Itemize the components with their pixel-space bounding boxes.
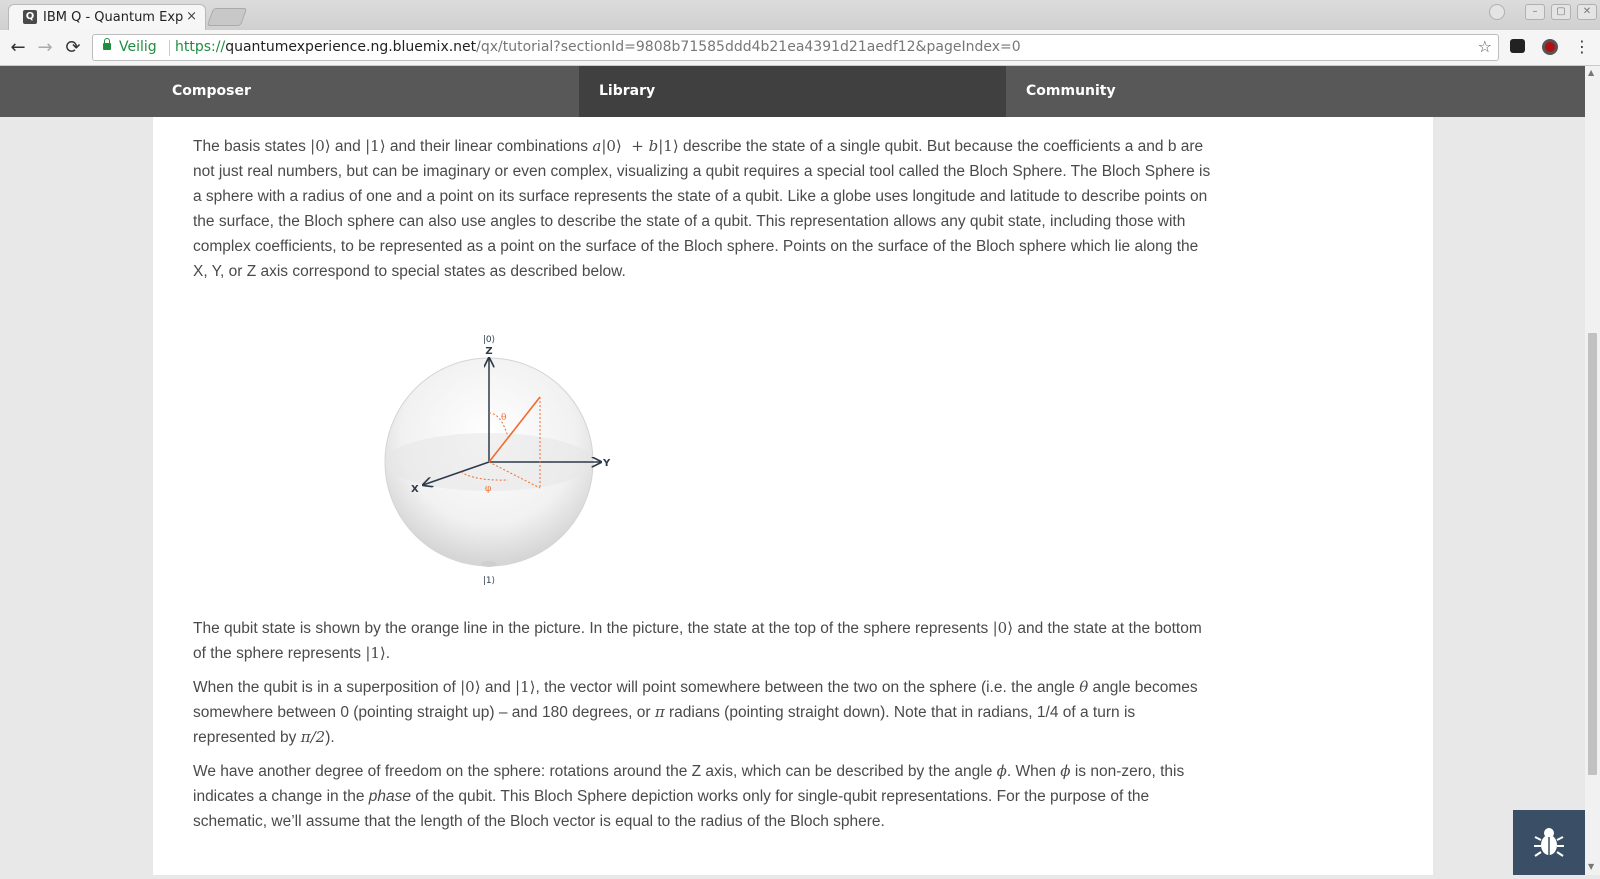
label-z: Z: [485, 346, 493, 357]
paragraph-phase: [193, 759, 1213, 834]
text: The qubit state is shown by the orange line in the picture. In the picture, the state at the top of the sphere represents: [193, 620, 993, 637]
page-scrollbar[interactable]: [1585, 66, 1600, 875]
text: and the state at the bottom of the sphere represents: [193, 620, 1202, 662]
back-icon[interactable]: ←: [10, 37, 26, 58]
lock-icon: [103, 43, 111, 50]
text: is non-zero, this indicates a change in the: [193, 763, 1185, 805]
bug-icon: [1513, 810, 1585, 875]
app-navbar: [0, 66, 1585, 117]
ket-1: |1⟩: [515, 678, 536, 696]
label-y: Y: [603, 458, 611, 469]
scroll-up-arrow-icon[interactable]: ▲: [1588, 68, 1595, 77]
ket-1: |1⟩: [365, 644, 386, 662]
text: radians (pointing straight down). Note that in radians, 1/4 of a turn is represented by: [193, 704, 1136, 746]
url-path: /qx/tutorial?sectionId=9808b71585ddd4b21ea4391d21aedf12&pageIndex=0: [476, 39, 1021, 55]
ket-0: |0⟩: [601, 137, 622, 155]
phi-symbol: ϕ: [1060, 762, 1071, 780]
label-ket1: |1⟩: [482, 576, 496, 586]
url-host: quantumexperience.ng.bluemix.net: [225, 39, 477, 55]
scroll-down-arrow-icon[interactable]: ▼: [1588, 862, 1595, 871]
label-theta: θ: [501, 413, 507, 423]
text: , the vector will point somewhere between the two on the sphere (i.e. the angle: [535, 679, 1080, 696]
plus: +: [621, 137, 649, 155]
browser-tab[interactable]: [8, 4, 206, 31]
browser-titlebar: [0, 0, 1600, 30]
nav-composer[interactable]: Composer: [172, 83, 251, 99]
profile-icon[interactable]: [1489, 4, 1505, 20]
reload-icon[interactable]: ⟳: [65, 37, 81, 58]
address-bar[interactable]: [92, 34, 1499, 61]
nav-community[interactable]: Community: [1026, 83, 1116, 99]
text: We have another degree of freedom on the sphere: rotations around the Z axis, which can be described by the angle: [193, 763, 997, 780]
label-ket0: |0⟩: [482, 335, 496, 345]
south-pole-shadow: [481, 561, 497, 567]
url-scheme: https://: [175, 39, 226, 55]
url-text[interactable]: [175, 39, 1021, 55]
extension-ghostery-icon[interactable]: [1510, 39, 1525, 53]
favicon-icon: Q: [23, 10, 37, 24]
new-tab-button[interactable]: [207, 8, 248, 26]
label-x: X: [411, 484, 419, 495]
tab-title: IBM Q - Quantum Exp: [43, 10, 184, 25]
browser-toolbar: [0, 30, 1600, 66]
ket-0: |0⟩: [310, 137, 331, 155]
text: angle becomes somewhere between 0 (pointing straight up) – and 180 degrees, or: [193, 679, 1198, 721]
bug-report-button[interactable]: [1513, 810, 1585, 875]
maximize-icon[interactable]: ▢: [1551, 4, 1571, 20]
browser-menu-icon[interactable]: ⋮: [1574, 37, 1590, 56]
text: . When: [1006, 763, 1061, 780]
label-phi: φ: [485, 484, 492, 494]
ket-1: |1⟩: [365, 137, 386, 155]
text: of the qubit. This Bloch Sphere depiction works only for single-qubit representations. For the purpose of the schematic, we’ll assume that the length of the Bloch vector is equal to the radius of the Bloch sphere.: [193, 788, 1150, 830]
text: and: [480, 679, 516, 696]
coef-a: a: [592, 137, 602, 155]
star-icon[interactable]: ☆: [1477, 37, 1492, 56]
pi-over-2: π/2: [300, 728, 326, 746]
text: and their linear combinations: [385, 138, 593, 155]
forward-icon[interactable]: →: [37, 37, 53, 58]
nav-library[interactable]: Library: [579, 66, 1006, 117]
bloch-sphere-diagram: [383, 333, 623, 603]
paragraph-basis-states: [193, 134, 1213, 284]
minimize-icon[interactable]: –: [1525, 4, 1545, 20]
paragraph-superposition: [193, 675, 1213, 750]
secure-label: Veilig: [119, 39, 157, 55]
phi-symbol: ϕ: [996, 762, 1007, 780]
scroll-thumb[interactable]: [1588, 333, 1597, 775]
extension-record-icon[interactable]: [1542, 39, 1558, 55]
address-separator: [169, 40, 170, 56]
paragraph-qubit-state: [193, 616, 1213, 666]
text: ).: [325, 729, 335, 746]
close-window-icon[interactable]: ✕: [1577, 4, 1597, 20]
tutorial-content: [153, 117, 1433, 875]
pi-symbol: π: [654, 703, 665, 721]
tab-close-icon[interactable]: ×: [186, 9, 197, 24]
text: When the qubit is in a superposition of: [193, 679, 461, 696]
coef-b: b: [648, 137, 659, 155]
phase-emphasis: phase: [368, 788, 412, 805]
text: The basis states: [193, 138, 311, 155]
ket-1: |1⟩: [658, 137, 679, 155]
text: .: [385, 645, 391, 662]
ket-0: |0⟩: [992, 619, 1014, 637]
ket-0: |0⟩: [460, 678, 481, 696]
text: describe the state of a single qubit. But because the coefficients a and b are not just real numbers, but can be imaginary or even complex, visualizing a qubit requires a special tool called the Bloch Sphere. The Bloch Sphere is a sphere with a radius of one and a point on its surface represents the state of a qubit. Like a globe uses longitude and latitude to describe points on the surface, the Bloch sphere can also use angles to describe the state of a qubit. This representation allows any qubit state, including those with complex coefficients, to be represented as a point on the surface of the Bloch sphere. Points on the surface of the Bloch sphere which lie along the X, Y, or Z axis correspond to special states as described below.: [193, 138, 1211, 280]
theta-symbol: θ: [1079, 678, 1089, 696]
text: and: [330, 138, 366, 155]
